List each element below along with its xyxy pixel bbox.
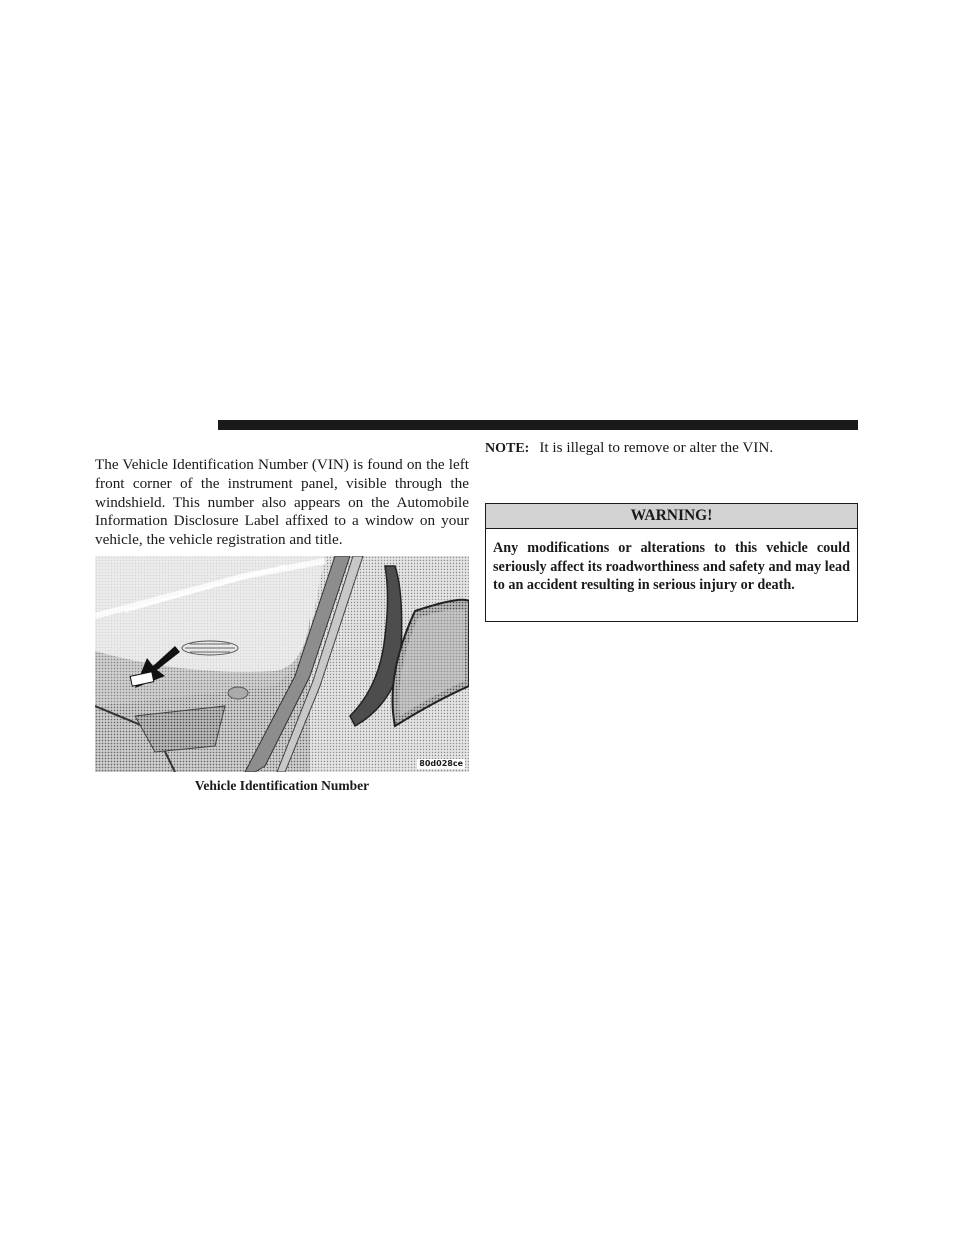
figure-code-label: 80d028ce — [419, 759, 463, 768]
warning-box — [485, 503, 858, 622]
section-header-bar — [218, 420, 858, 430]
warning-text: Any modifications or alterations to this vehicle could seriously affect its roadworthiness and safety and may lead to an accident resulting in serious injury or death. — [493, 540, 850, 594]
vin-location-figure — [95, 556, 469, 772]
figure-caption: Vehicle Identification Number — [194, 778, 370, 793]
note-text: It is illegal to remove or alter the VIN. — [539, 439, 774, 456]
vin-paragraph: The Vehicle Identification Number (VIN) is found on the left front corner of the instrument panel, visible through the windshield. This number also appears on the Automobile Information Disclosure Label affixed to a window on your vehicle, the vehicle registration and title. — [95, 456, 469, 549]
dashboard-illustration — [95, 556, 469, 772]
warning-title: WARNING! — [486, 504, 857, 529]
note-block — [485, 439, 858, 458]
note-label: NOTE: — [485, 441, 530, 456]
